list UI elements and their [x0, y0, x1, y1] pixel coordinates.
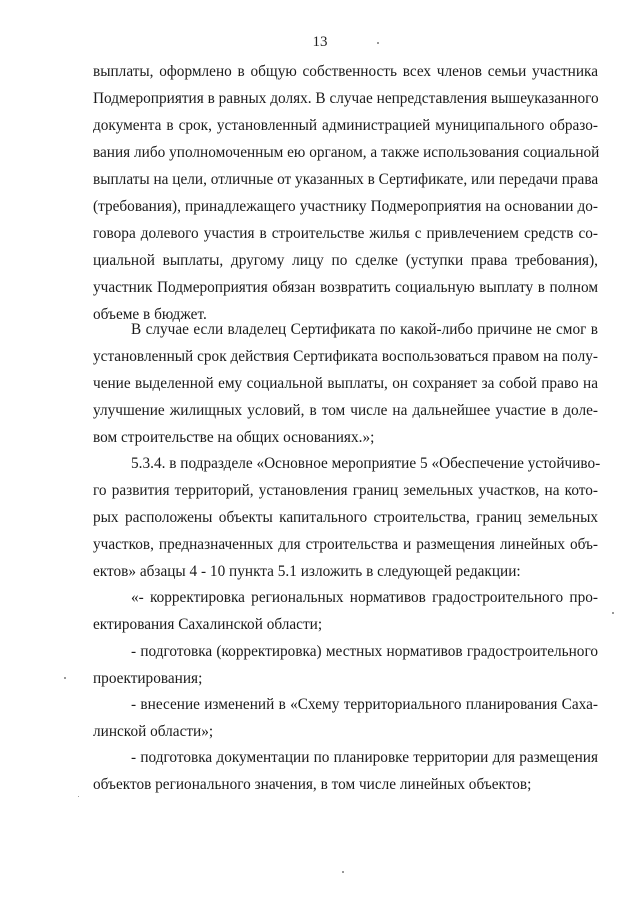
text-line: 5.3.4. в подразделе «Основное мероприятие 5 «Обеспечение устойчиво-	[131, 455, 601, 472]
text-line: объектов регионального значения, в том числе линейных объектов;	[93, 776, 532, 793]
text-line: участков, предназначенных для строительства и размещения линейных объ-	[93, 536, 598, 553]
text-line: «- корректировка региональных нормативов градостроительного про-	[131, 589, 598, 606]
paragraph-5	[93, 638, 598, 692]
text-line: проектирования;	[93, 670, 203, 687]
text-line: говора долевого участия в строительстве жилья с привлечением средств со-	[93, 225, 598, 242]
scan-speck	[64, 677, 66, 679]
text-line: - подготовка документации по планировке территории для размещения	[131, 749, 598, 766]
text-line: документа в срок, установленный администрацией муниципального образо-	[93, 117, 598, 134]
scan-speck	[342, 871, 344, 873]
text-line: вом строительстве на общих основаниях.»;	[93, 429, 375, 446]
scan-speck	[78, 796, 79, 797]
text-line: В случае если владелец Сертификата по какой-либо причине не смог в	[131, 321, 598, 338]
text-line: циальной выплаты, другому лицу по сделке (уступки права требования),	[93, 252, 598, 269]
scan-speck	[612, 612, 614, 614]
text-line: ектирования Сахалинской области;	[93, 616, 323, 633]
text-line: линской области»;	[93, 723, 214, 740]
text-line: объеме в бюджет.	[93, 306, 207, 323]
text-line: (требования), принадлежащего участнику Подмероприятия на основании до-	[93, 198, 598, 215]
scan-speck	[377, 42, 379, 44]
text-line: вания либо уполномоченным ею органом, а также использования социальной	[93, 144, 600, 161]
text-line: Подмероприятия в равных долях. В случае непредставления вышеуказанного	[93, 90, 599, 107]
paragraph-7	[93, 744, 598, 798]
text-line: выплаты на цели, отличные от указанных в Сертификате, или передачи права	[93, 171, 599, 188]
text-line: - подготовка (корректировка) местных нормативов градостроительного	[131, 643, 598, 660]
text-line: - внесение изменений в «Схему территориального планирования Саха-	[131, 696, 598, 713]
text-line: установленный срок действия Сертификата воспользоваться правом на полу-	[93, 348, 598, 365]
paragraph-2	[93, 316, 598, 451]
page-number: 13	[312, 34, 328, 50]
text-line: го развития территорий, установления границ земельных участков, на кото-	[93, 482, 598, 499]
text-line: улучшение жилищных условий, в том числе на дальнейшее участие в доле-	[93, 402, 598, 419]
paragraph-4	[93, 584, 598, 638]
text-line: участник Подмероприятия обязан возвратить социальную выплату в полном	[93, 279, 598, 296]
text-line: ектов» абзацы 4 - 10 пункта 5.1 изложить в следующей редакции:	[93, 563, 521, 580]
paragraph-6	[93, 691, 598, 745]
text-line: выплаты, оформлено в общую собственность всех членов семьи участника	[93, 63, 598, 80]
text-line: чение выделенной ему социальной выплаты, он сохраняет за собой право на	[93, 375, 598, 392]
paragraph-3	[93, 450, 601, 585]
text-line: рых расположены объекты капитального строительства, границ земельных	[93, 509, 598, 526]
paragraph-1	[93, 58, 598, 328]
